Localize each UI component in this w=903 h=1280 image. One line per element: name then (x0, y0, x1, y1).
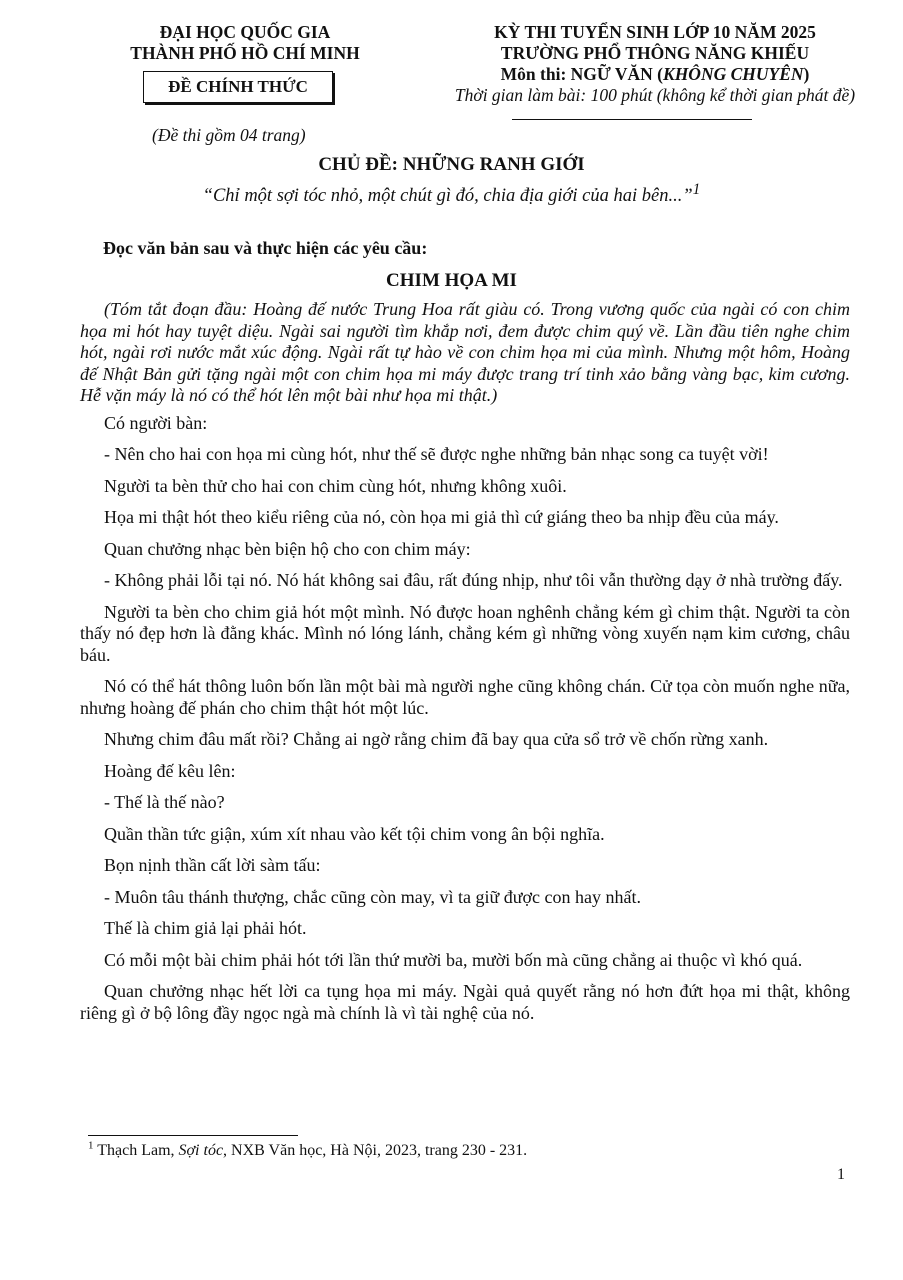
footnote-ref: 1 (692, 180, 701, 198)
theme-title: CHỦ ĐỀ: NHỮNG RANH GIỚI (318, 154, 585, 175)
paragraph: Người ta bèn cho chim giả hót một mình. Nó được hoan nghênh chẳng kém gì chim thật. Người ta còn thấy nó đẹp hơn là đằng khác. Mình nó lóng lánh, chẳng kém gì những vòng xuyến nạm kim cương, châu báu. (80, 601, 850, 665)
epigraph: “Chỉ một sợi tóc nhỏ, một chút gì đó, chia địa giới của hai bên...”$^1$ (202, 180, 701, 206)
subject-line: Môn thi: NGỮ VĂN (KHÔNG CHUYÊN) (500, 64, 810, 84)
summary-paragraph: (Tóm tắt đoạn đầu: Hoàng đế nước Trung Hoa rất giàu có. Trong vương quốc của ngài có con chim họa mi hót hay tuyệt diệu. Ngài sai người tìm khắp nơi, đem được chim quý về. Lần đầu tiên nghe chim hót, ngài rơi nước mắt xúc động. Ngài rất tự hào về con chim họa mi của mình. Nhưng một hôm, Hoàng đế Nhật Bản gửi tặng ngài một con chim họa mi máy được trang trí tinh xảo bằng vàng bạc, kim cương. Hễ vặn máy là nó có thể hót lên một bài như họa mi thật.) (80, 299, 850, 405)
time-note: Thời gian làm bài: 100 phút (không kể thời gian phát đề) (454, 85, 856, 105)
paragraph: - Không phải lỗi tại nó. Nó hát không sai đâu, rất đúng nhịp, như tôi vẫn thường dạy ở nhà trường đấy. (104, 570, 843, 590)
story-body (80, 299, 850, 1034)
school-name: TRƯỜNG PHỔ THÔNG NĂNG KHIẾU (500, 43, 810, 63)
exam-title: KỲ THI TUYỂN SINH LỚP 10 NĂM 2025 (494, 22, 816, 42)
footnote-number: 1 (88, 1139, 94, 1152)
paragraph: - Nên cho hai con họa mi cùng hót, như thế sẽ được nghe những bản nhạc song ca tuyệt vời! (104, 444, 769, 464)
university-name: ĐẠI HỌC QUỐC GIA (159, 22, 331, 42)
exam-header (420, 22, 890, 106)
story-title: CHIM HỌA MI (386, 270, 517, 291)
official-exam-badge: ĐỀ CHÍNH THỨC (143, 71, 333, 103)
paragraph: Quan chưởng nhạc bèn biện hộ cho con chim máy: (104, 538, 471, 559)
paragraph: Họa mi thật hót theo kiểu riêng của nó, còn họa mi giả thì cứ giáng theo ba nhịp đều của máy. (104, 507, 779, 527)
paragraph: Quần thần tức giận, xúm xít nhau vào kết tội chim vong ân bội nghĩa. (104, 823, 605, 844)
paragraph: Quan chưởng nhạc hết lời ca tụng họa mi máy. Ngài quả quyết rằng nó hơn đứt họa mi thật, không riêng gì ở bộ lông đầy ngọc ngà mà chính là vì tài nghệ của nó. (80, 981, 850, 1023)
paragraph: Hoàng đế kêu lên: (104, 760, 236, 781)
subject-type: KHÔNG CHUYÊN (663, 64, 804, 84)
university-header (110, 22, 380, 64)
footnote-divider (88, 1135, 298, 1136)
paragraph: Thế là chim giả lại phải hót. (104, 918, 307, 938)
header-divider (512, 119, 752, 120)
pages-note: (Đề thi gồm 04 trang) (152, 125, 306, 145)
paragraph: Có mỗi một bài chim phải hót tới lần thứ mười ba, mười bốn mà cũng chẳng ai thuộc vì khó quá. (104, 949, 803, 970)
paragraph: - Muôn tâu thánh thượng, chắc cũng còn may, vì ta giữ được con hay nhất. (104, 886, 642, 907)
page-number: 1 (837, 1166, 845, 1183)
paragraph: Nó có thể hát thông luôn bốn lần một bài mà người nghe cũng không chán. Cử tọa còn muốn nghe nữa, nhưng hoàng đế phán cho chim thật hót một lúc. (80, 676, 850, 718)
city-name: THÀNH PHỐ HỒ CHÍ MINH (130, 43, 360, 63)
paragraph: - Thế là thế nào? (104, 792, 225, 812)
instruction: Đọc văn bản sau và thực hiện các yêu cầu: (103, 238, 428, 258)
paragraph: Nhưng chim đâu mất rồi? Chẳng ai ngờ rằng chim đã bay qua cửa sổ trở về chốn rừng xanh. (104, 729, 769, 749)
paragraph: Người ta bèn thử cho hai con chim cùng hót, nhưng không xuôi. (104, 475, 567, 496)
footnote: $^1$ Thạch Lam, Sợi tóc, NXB Văn học, Hà Nội, 2023, trang 230 - 231. (88, 1139, 528, 1159)
footnote-book: Sợi tóc (178, 1142, 224, 1159)
paragraph: Có người bàn: (104, 412, 208, 433)
paragraph: Bọn nịnh thần cất lời sàm tấu: (104, 855, 321, 875)
